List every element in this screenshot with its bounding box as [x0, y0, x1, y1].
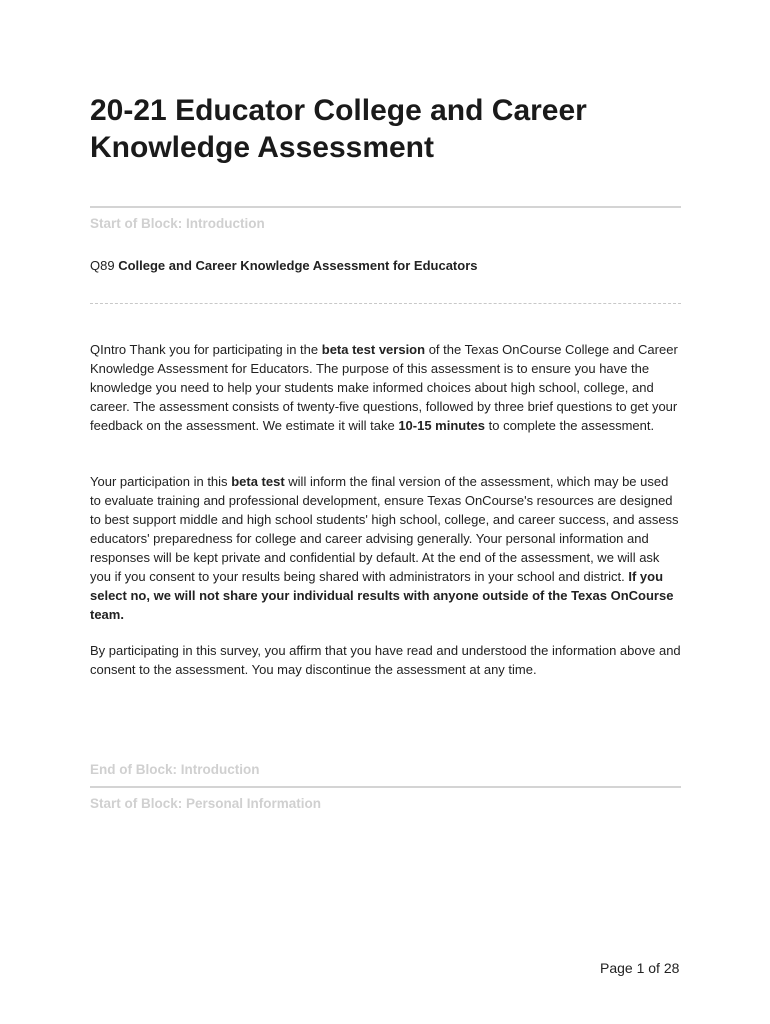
- text-run: to complete the assessment.: [488, 418, 655, 433]
- block-start-label: Start of Block: Personal Information: [90, 796, 322, 811]
- bold-run: beta test: [231, 474, 285, 489]
- block-end-label: End of Block: Introduction: [90, 762, 260, 777]
- bold-run: 10-15 minutes: [398, 418, 486, 433]
- document-title: 20-21 Educator College and Career Knowledge Assessment: [90, 94, 587, 164]
- text-run: of the Texas OnCourse College and Career Knowledge Assessment for Educators. The purpose of this assessment is to ensure you have the knowledge you need to help your students make informed choices about high school, college, and career. The assessment consists of twenty-five questions, followed by three brief questions to get your feedback on the assessment. We estimate it will take: [90, 342, 678, 433]
- question-text: College and Career Knowledge Assessment for Educators: [118, 258, 478, 273]
- bold-run: beta test version: [321, 342, 426, 357]
- intro-paragraph-1: [90, 340, 682, 435]
- block-divider: [90, 206, 681, 208]
- intro-paragraph-2: [90, 472, 682, 624]
- question-id: QIntro: [90, 342, 127, 357]
- question-id: Q89: [90, 258, 115, 273]
- text-run: Your participation in this: [90, 474, 228, 489]
- question-q89: [90, 258, 478, 273]
- page-number: Page 1 of 28: [600, 960, 680, 976]
- block-divider: [90, 786, 681, 788]
- bold-run: If you select no, we will not share your individual results with anyone outside of the Texas OnCourse team.: [90, 569, 674, 622]
- text-run: Thank you for participating in the: [129, 342, 319, 357]
- question-separator: [90, 303, 681, 304]
- intro-paragraph-3: By participating in this survey, you affirm that you have read and understood the information above and consent to the assessment. You may discontinue the assessment at any time.: [90, 643, 681, 677]
- text-run: will inform the final version of the assessment, which may be used to evaluate training and professional development, ensure Texas OnCourse's resources are designed to best support middle and high school students' high school, college, and career success, and assess educators' preparedness for college and career advising generally. Your personal information and responses will be kept private and confidential by default. At the end of the assessment, we will ask you if you consent to your results being shared with administrators in your school and district.: [90, 474, 679, 584]
- block-start-label: Start of Block: Introduction: [90, 216, 265, 231]
